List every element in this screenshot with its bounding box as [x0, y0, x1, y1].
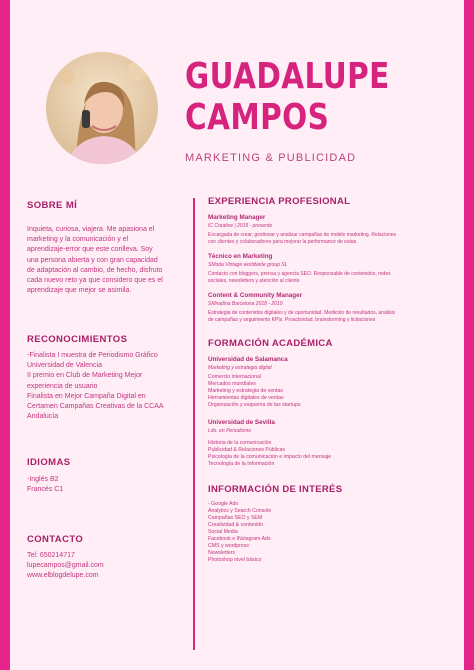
right-edge-bar	[464, 0, 474, 670]
profile-photo	[46, 52, 158, 164]
contact-email[interactable]: lupecampos@gmail.com	[27, 562, 104, 570]
first-name: GUADALUPE	[185, 56, 390, 97]
education-courses: Historia de la comunicación Publicidad & Relaciones Públicas Psicología de la comunicación e impacto del mensaje Tecnología de la Información	[208, 440, 332, 467]
awards-text: -Finalista I muestra de Periodismo Gráfico Universidad de Valencia II premio en Club de Marketing Mejor experiencia de usuario Finalista en Mejor Campaña Digital en Certamen Campañas Creativas de la CCAA Andalucía	[27, 352, 164, 421]
column-divider	[193, 198, 195, 650]
languages-text: -Inglés B2 Francés C1	[27, 476, 64, 494]
awards-title: RECONOCIMIENTOS	[27, 334, 128, 345]
contact-text	[27, 551, 183, 582]
contact-phone: Tel: 650214717	[27, 552, 75, 559]
education-entry	[208, 356, 454, 409]
job-title: Técnico en Marketing	[208, 253, 273, 260]
job-role: MARKETING & PUBLICIDAD	[185, 152, 357, 164]
education-school: Universidad de Salamanca	[208, 356, 288, 363]
job-description: Contacto con bloggers, prensa y agencia SEO. Responsable de contenidos, redes sociales, newsletters y atención al cliente.	[208, 271, 391, 284]
job-description: Encargada de crear, gestionar y analizar campañas de mobile marketing. Relaciones con clientes y colaboradores para mejorar la performance de estas.	[208, 232, 397, 245]
left-edge-bar	[0, 0, 10, 670]
about-title: SOBRE MÍ	[27, 200, 78, 211]
languages-title: IDIOMAS	[27, 457, 71, 468]
job-description: Estrategia de contenidos digitales y de oportunidad. Medición de resultados, análisis de campañas y seguimiento KPIs. Proactividad, brainstorming y licitaciones	[208, 310, 396, 323]
experience-title: EXPERIENCIA PROFESIONAL	[208, 196, 351, 207]
job-company: IC Creative | 2019 - presente	[208, 223, 273, 229]
full-name	[185, 56, 406, 138]
about-text: Inquieta, curiosa, viajera. Me apasiona el marketing y la comunicación y el aprendizaje-error que este conlleva. Soy una persona abierta y con gran capacidad de adaptación al cambio, de hecho, disfruto cada nuevo reto ya que considero que es el aprendizaje que mejor se asimila.	[27, 226, 163, 295]
job-entry	[208, 253, 454, 285]
education-school: Universidad de Sevilla	[208, 419, 275, 426]
last-name: CAMPOS	[185, 97, 330, 138]
contact-title: CONTACTO	[27, 534, 84, 545]
education-entry	[208, 419, 454, 468]
education-title: FORMACIÓN ACADÉMICA	[208, 338, 333, 349]
job-company: SMnadina Barcelona 2018 - 2019	[208, 301, 283, 307]
right-column	[208, 196, 454, 564]
job-entry	[208, 214, 454, 246]
education-courses: Comercio internacional Mercados mundiales Marketing y estrategia de ventas Herramientas digitales de ventas Organización y esquema de las startups	[208, 374, 301, 408]
contact-web[interactable]: www.elblogdelupe.com	[27, 572, 99, 580]
job-title: Content & Community Manager	[208, 292, 303, 299]
job-company: SModa Vintage worldwide group SL	[208, 262, 288, 268]
education-degree: Ldo. en Periodismo	[208, 428, 252, 434]
education-degree: Marketing y estrategia digital	[208, 365, 272, 371]
interests-list: - Google Ads Analytics y Search Console Campañas SEO y SEM Creatividad & contenido Social Media Facebook e INstagram Ads CMS y wordpress Newsletters Photoshop nivel básico	[208, 501, 272, 563]
job-entry	[208, 292, 454, 324]
job-title: Marketing Manager	[208, 214, 266, 221]
interests-title: INFORMACIÓN DE INTERÉS	[208, 484, 343, 495]
